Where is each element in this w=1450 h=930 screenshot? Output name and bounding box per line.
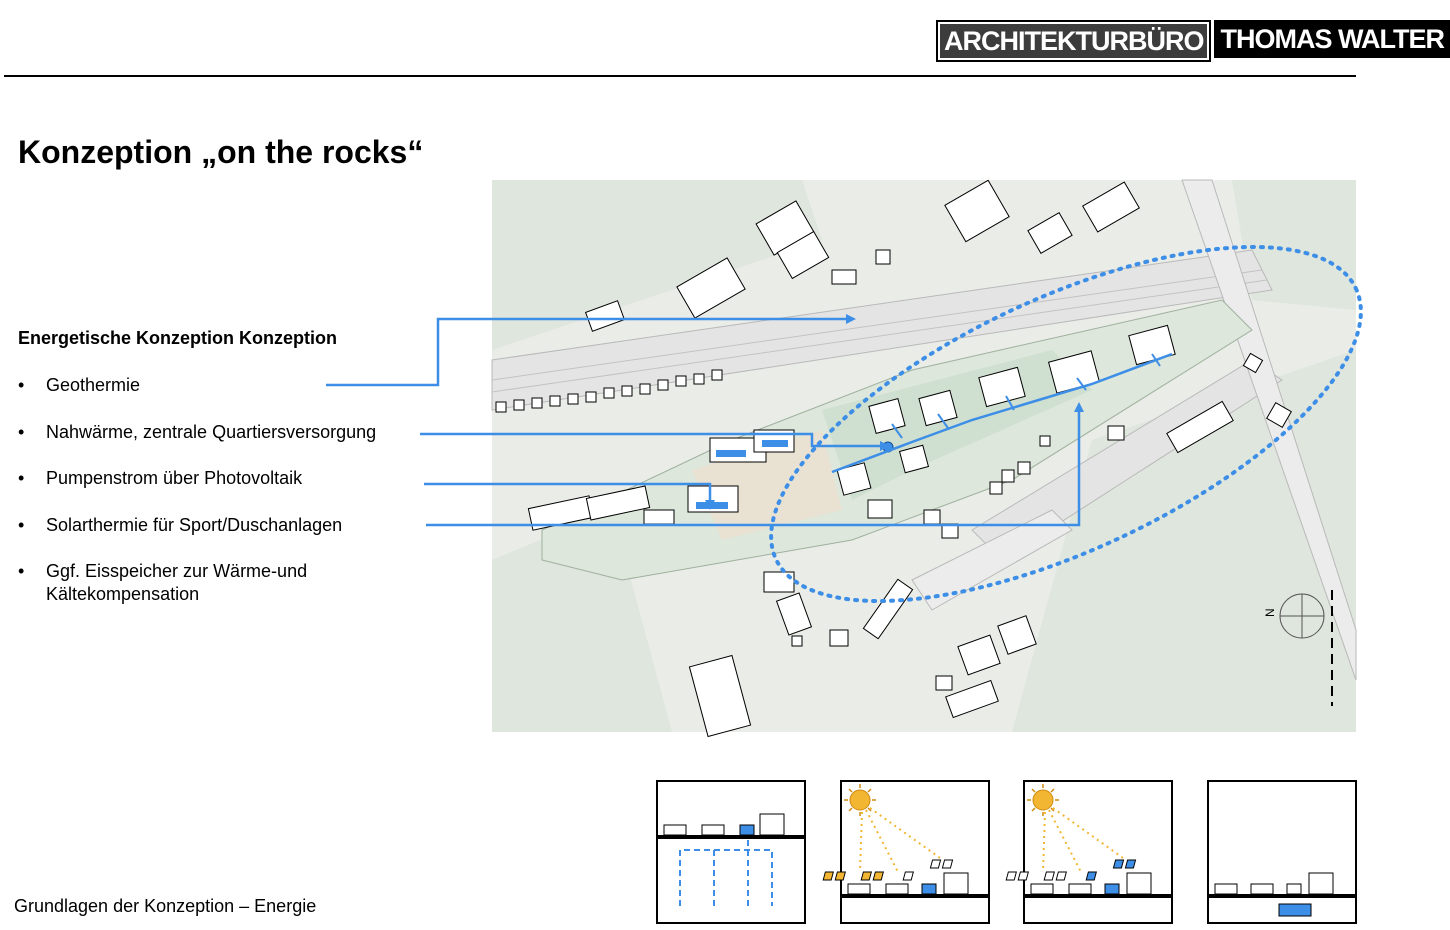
ground-line [1208, 894, 1356, 898]
building [1215, 884, 1237, 894]
building [876, 250, 890, 264]
building [568, 394, 578, 404]
diagram-solarthermie [1023, 780, 1173, 924]
building [760, 814, 784, 835]
building [1031, 884, 1053, 894]
page-title: Konzeption „on the rocks“ [18, 134, 424, 170]
building [1018, 462, 1030, 474]
collector-module [1018, 872, 1028, 880]
pv-module [873, 872, 883, 880]
building [550, 396, 560, 406]
pv-panel [716, 450, 746, 457]
pv-module [823, 872, 833, 880]
sun-icon [1033, 790, 1053, 810]
section-heading: Energetische Konzeption Konzeption [18, 328, 338, 348]
pv-module [835, 872, 845, 880]
building [644, 510, 674, 524]
diagram-photovoltaik [840, 780, 990, 924]
bullet-label: Pumpenstrom über Photovoltaik [46, 468, 303, 488]
bullet-marker: • [18, 375, 25, 395]
heat-pump [1105, 884, 1119, 894]
building [924, 510, 940, 524]
building [712, 370, 722, 380]
north-label: N [1263, 608, 1277, 617]
building [1069, 884, 1091, 894]
footer-caption: Grundlagen der Konzeption – Energie [14, 896, 317, 916]
collector-module [1056, 872, 1066, 880]
building [514, 400, 524, 410]
collector-module [1006, 872, 1016, 880]
company-logo [936, 20, 1450, 58]
ground-line [657, 835, 805, 839]
bullet-marker: • [18, 515, 25, 535]
bullet-label-continued: Kältekompensation [46, 584, 200, 604]
building [1127, 873, 1151, 894]
building [658, 380, 668, 390]
building [586, 392, 596, 402]
bullet-label: Solarthermie für Sport/Duschanlagen [46, 515, 343, 535]
building [694, 374, 704, 384]
pv-module [861, 872, 871, 880]
collector-module [1044, 872, 1054, 880]
pv-module [903, 872, 913, 880]
bullet-marker: • [18, 561, 25, 581]
building [640, 384, 650, 394]
ground-line [1024, 894, 1172, 898]
building [830, 630, 848, 646]
ground-line [841, 894, 989, 898]
diagram-frame [1208, 781, 1356, 923]
ice-storage-tank [1279, 904, 1311, 916]
site-plan-map [492, 180, 1356, 732]
bullet-label: Geothermie [46, 375, 141, 395]
building [1040, 436, 1050, 446]
building [1251, 884, 1273, 894]
building [944, 873, 968, 894]
heat-pump [740, 825, 754, 835]
building [868, 500, 892, 518]
building [886, 884, 908, 894]
diagram-geothermie [656, 780, 806, 924]
building [848, 884, 870, 894]
sun-icon [850, 790, 870, 810]
pv-module [930, 860, 940, 868]
building [990, 482, 1002, 494]
bullet-label: Nahwärme, zentrale Quartiersversorgung [46, 422, 377, 442]
pv-module [942, 860, 952, 868]
bullet-label: Ggf. Eisspeicher zur Wärme-und [46, 561, 308, 581]
collector-module [1086, 872, 1096, 880]
building [792, 636, 802, 646]
building [936, 676, 952, 690]
building [832, 270, 856, 284]
heat-pump [922, 884, 936, 894]
logo-right-text: THOMAS WALTER [1214, 20, 1449, 58]
building [1287, 884, 1301, 894]
pv-panel [762, 440, 788, 447]
building [664, 825, 686, 835]
building [1309, 873, 1333, 894]
building [532, 398, 542, 408]
bullet-marker: • [18, 468, 25, 488]
collector-module [1125, 860, 1135, 868]
building [1108, 426, 1124, 440]
collector-module [1113, 860, 1123, 868]
building [604, 388, 614, 398]
building [942, 524, 958, 538]
header-divider [4, 75, 1356, 77]
building [1002, 470, 1014, 482]
building [496, 402, 506, 412]
logo-left-text: ARCHITEKTURBÜRO [936, 20, 1211, 62]
bullet-marker: • [18, 422, 25, 442]
building [622, 386, 632, 396]
diagram-eisspeicher [1207, 780, 1357, 924]
pv-panel [696, 502, 728, 509]
building [702, 825, 724, 835]
building [676, 376, 686, 386]
